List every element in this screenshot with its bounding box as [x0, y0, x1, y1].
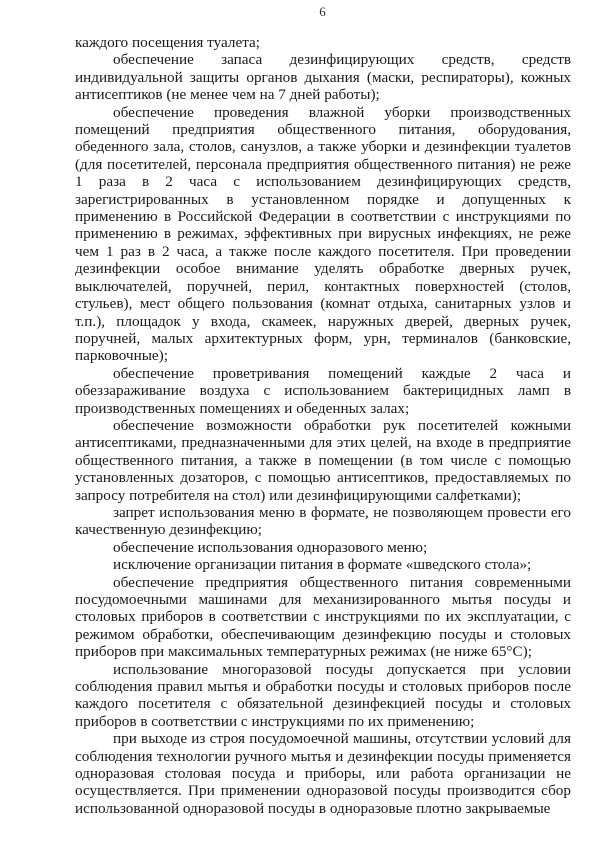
paragraph-continuation: каждого посещения туалета; [75, 34, 260, 51]
paragraph-hand-sanitizing: обеспечение возможности обработки рук посетителей кожными антисептиками, предназначенными для этих целей, на входе в предприятие общественного питания, а также в помещении (в том числе с помощью установленных дозаторов, с помощью антисептиков, предоставляемых по запросу потребителя на стол) или дезинфицирующими салфетками); [75, 416, 571, 504]
paragraph-disinfectant-stock: обеспечение запаса дезинфицирующих средств, средств индивидуальной защиты органов дыхания (маски, респираторы), кожных антисептиков (не менее чем на 7 дней работы); [75, 51, 571, 104]
paragraph-disposable-menu: обеспечение использования одноразового меню; [113, 538, 428, 556]
paragraph-reusable-dishes: использование многоразовой посуды допускается при условии соблюдения правил мытья и обработки посуды и столовых приборов после каждого посетителя с обязательной дезинфекцией посуды и столовых приборов в соответствии с инструкциями по их применению; [75, 660, 571, 730]
document-body [75, 34, 571, 817]
page-number: 6 [319, 4, 326, 19]
paragraph-machine-failure: при выходе из строя посудомоечной машины, отсутствии условий для соблюдения технологии ручного мытья и дезинфекции посуды применяется одноразовая столовая посуда и приборы, или работа организации не осуществляется. При применении одноразовой посуды производится сбор использованной одноразовой посуды в одноразовые плотно закрываемые [75, 730, 571, 817]
paragraph-no-buffet: исключение организации питания в формате «шведского стола»; [113, 556, 532, 574]
paragraph-wet-cleaning: обеспечение проведения влажной уборки производственных помещений предприятия общественного питания, оборудования, обеденного зала, столов, санузлов, а также уборки и дезинфекции туалетов (для посетителей, персонала предприятия общественного питания) не реже 1 раза в 2 часа с использованием дезинфицирующих средств, зарегистрированных в установленном порядке и допущенных к применению в Российской Федерации в соответствии с инструкциями по применению в режимах, эффективных при вирусных инфекциях, не реже чем 1 раз в 2 часа, а также после каждого посетителя. При проведении дезинфекции особое внимание уделять обработке дверных ручек, выключателей, поручней, перил, контактных поверхностей (столов, стульев), мест общего пользования (комнат отдыха, санитарных узлов и т.п.), площадок у входа, скамеек, наружных дверей, дверных ручек, поручней, малых архитектурных форм, урн, терминалов (банковские, парковочные); [75, 103, 571, 365]
paragraph-ventilation: обеспечение проветривания помещений каждые 2 часа и обеззараживание воздуха с использованием бактерицидных ламп в производственных помещениях и обеденных залах; [75, 364, 571, 417]
paragraph-dishwashers: обеспечение предприятия общественного питания современными посудомоечными машинами для механизированного мытья посуды и столовых приборов в соответствии с инструкциями по их эксплуатации, с режимом обработки, обеспечивающим дезинфекцию посуды и столовых приборов при максимальных температурных режимах (не ниже 65°С); [75, 573, 571, 661]
paragraph-menu-ban: запрет использования меню в формате, не позволяющем провести его качественную дезинфекцию; [75, 503, 571, 539]
